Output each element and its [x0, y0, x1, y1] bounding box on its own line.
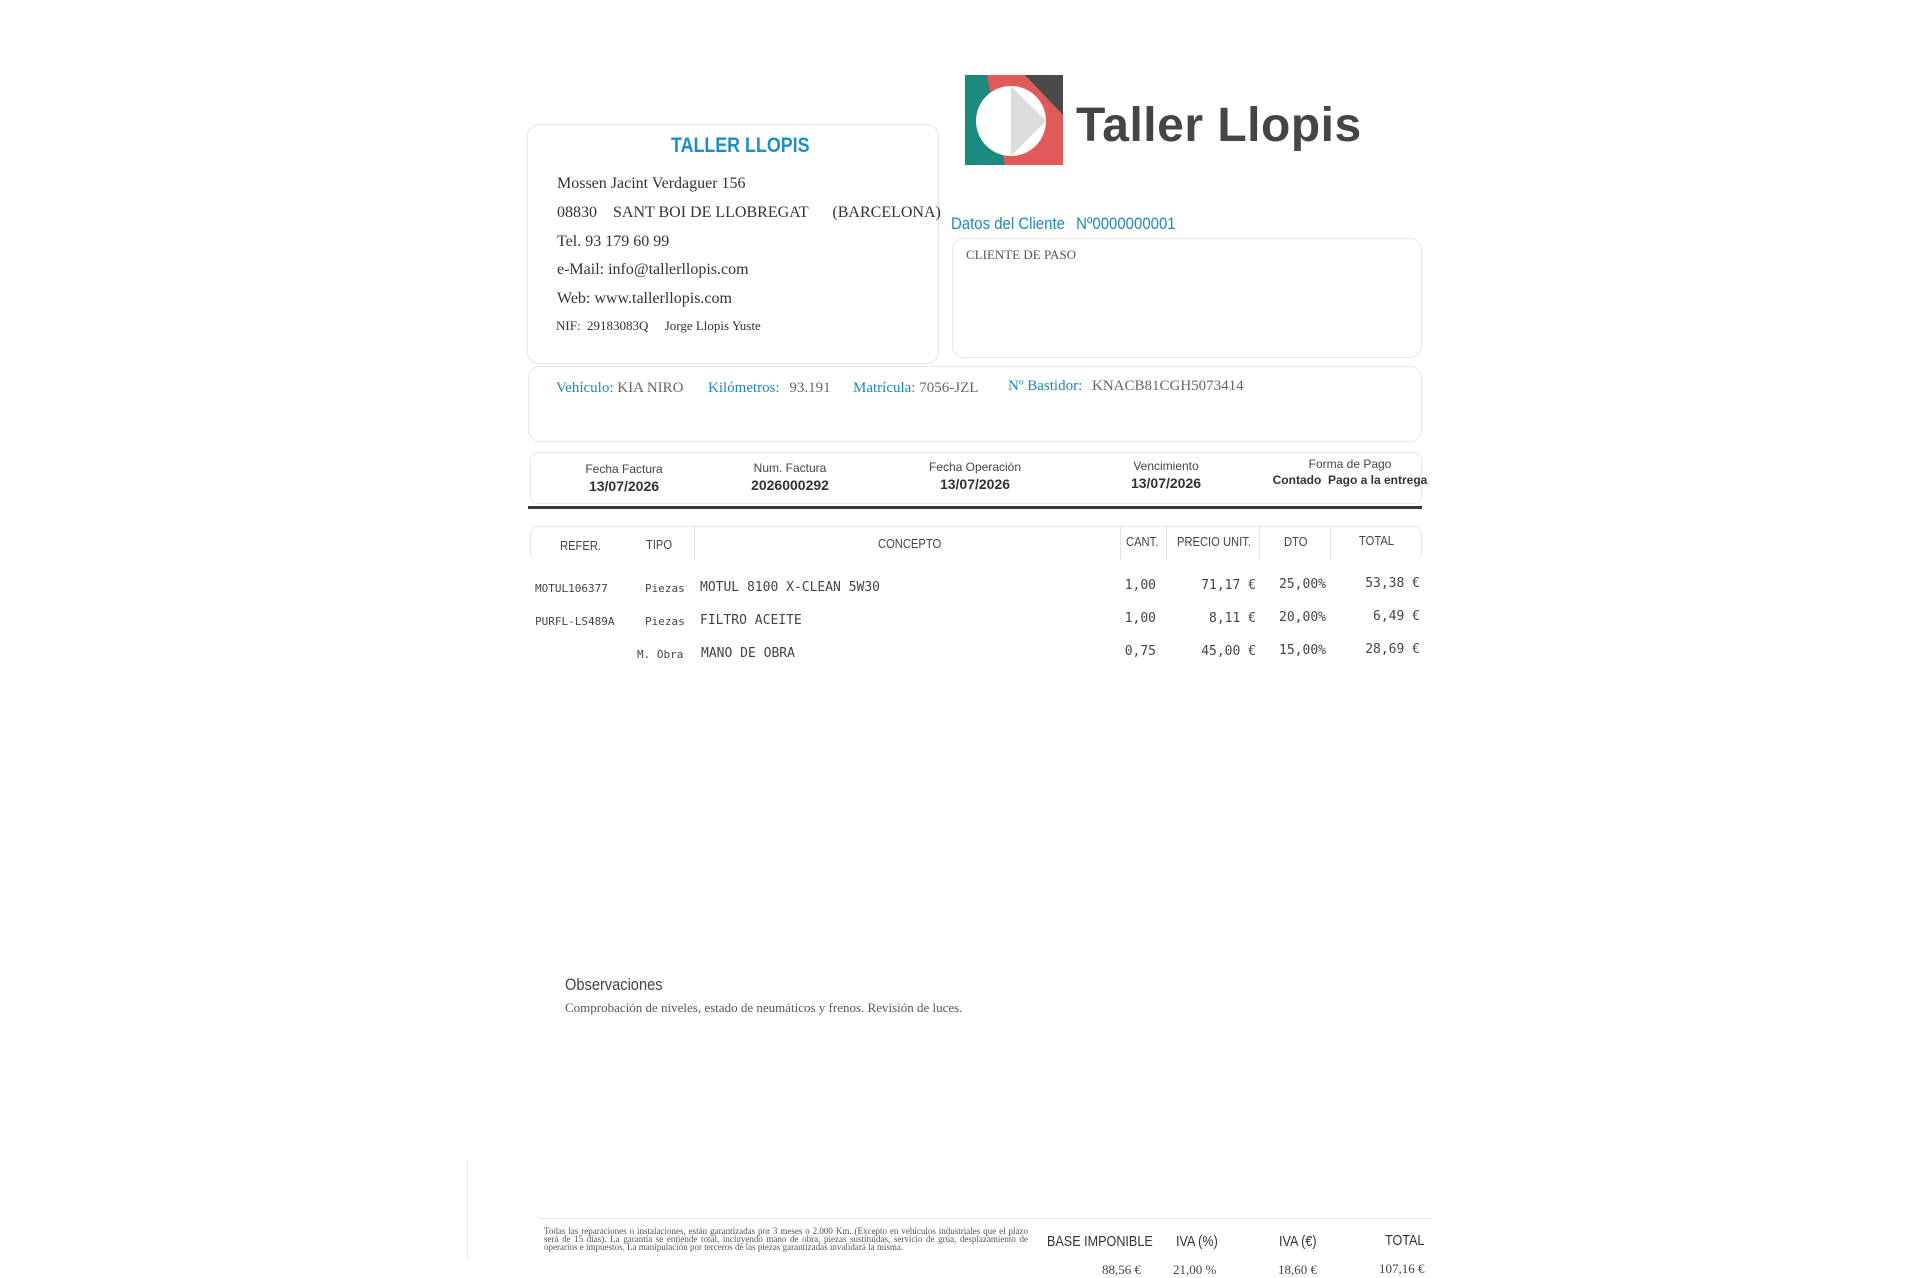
column-divider	[1120, 526, 1121, 560]
invoice-date-field	[566, 462, 682, 494]
cell-dto: 25,00%	[1279, 577, 1326, 592]
operation-date-label: Fecha Operación	[928, 460, 1022, 474]
footer-divider	[540, 1218, 1432, 1219]
header-divider	[528, 506, 1422, 509]
total-label: TOTAL	[1385, 1232, 1425, 1249]
km-label: Kilómetros:	[708, 380, 780, 396]
vin-field	[1008, 378, 1244, 395]
cell-total: 6,49 €	[1373, 609, 1420, 624]
iva-eur-value: 18,60 €	[1278, 1262, 1317, 1277]
cell-dto: 15,00%	[1279, 643, 1326, 658]
cell-precio: 45,00 €	[1201, 644, 1256, 659]
total-value: 107,16 €	[1379, 1261, 1425, 1276]
col-header-concepto: CONCEPTO	[878, 536, 942, 551]
iva-eur-label: IVA (€)	[1279, 1233, 1317, 1250]
operation-date-value: 13/07/2026	[939, 476, 1011, 492]
cell-dto: 20,00%	[1279, 610, 1326, 625]
cell-precio: 71,17 €	[1201, 578, 1256, 593]
cell-tipo: Piezas	[645, 615, 685, 628]
cell-precio: 8,11 €	[1209, 611, 1256, 626]
payment-method-value: Contado Pago a la entrega	[1272, 473, 1428, 487]
col-header-total: TOTAL	[1359, 533, 1395, 548]
cell-total: 28,69 €	[1365, 642, 1420, 657]
base-value: 88,56 €	[1102, 1262, 1141, 1277]
cell-concepto: MOTUL 8100 X-CLEAN 5W30	[700, 580, 881, 595]
base-label: BASE IMPONIBLE	[1047, 1233, 1153, 1250]
client-number: Nº0000000001	[1076, 214, 1176, 233]
vehicle-value: KIA NIRO	[617, 380, 684, 396]
vehicle-box	[528, 366, 1422, 442]
observations-text: Comprobación de niveles, estado de neumáticos y frenos. Revisión de luces.	[565, 1000, 963, 1015]
km-value: 93.191	[789, 380, 831, 396]
col-header-cant: CANT.	[1126, 534, 1159, 549]
company-tel: Tel. 93 179 60 99	[557, 233, 670, 250]
cell-cant: 1,00	[1124, 578, 1156, 593]
cell-concepto: FILTRO ACEITE	[700, 613, 802, 628]
col-header-tipo: TIPO	[646, 537, 673, 552]
client-name: CLIENTE DE PASO	[966, 247, 1077, 262]
iva-pct-value: 21,00 %	[1173, 1262, 1217, 1277]
plate-field	[853, 380, 978, 397]
col-header-dto: DTO	[1284, 534, 1308, 549]
vin-value: KNACB81CGH5073414	[1091, 378, 1244, 394]
column-divider	[1166, 526, 1167, 560]
logo-wordmark: Taller Llopis	[1076, 99, 1362, 152]
cell-refer: PURFL-LS489A	[535, 615, 615, 628]
page-left-edge	[467, 1160, 468, 1260]
invoice-number-field	[730, 461, 850, 493]
cell-tipo: M. Obra	[637, 648, 684, 661]
cell-tipo: Piezas	[645, 582, 685, 595]
operation-date-field	[910, 460, 1040, 492]
warranty-text: Todas las reparaciones o instalaciones, están garantizadas por 3 meses o 2.000 Km. (Excepto en vehículos industriales que el plazo será de 15 días). La garantía se entiende total, incluyendo mano de obra, piezas sustituidas, servicio de grúa, desplazamiento de operarios e impuestos. La manipulación por terceros de las piezas garantizadas invalidará la misma.	[544, 1226, 1028, 1252]
plate-label: Matrícula:	[853, 380, 916, 396]
company-city: 08830 SANT BOI DE LLOBREGAT (BARCELONA)	[557, 204, 941, 221]
vin-label: Nº Bastidor:	[1008, 378, 1083, 394]
due-date-label: Vencimiento	[1133, 459, 1199, 473]
iva-pct-label: IVA (%)	[1176, 1233, 1218, 1250]
client-heading-label: Datos del Cliente	[951, 214, 1065, 233]
column-divider	[694, 526, 695, 560]
company-web: Web: www.tallerllopis.com	[557, 290, 732, 307]
payment-method-label: Forma de Pago	[1308, 457, 1392, 471]
payment-method-field	[1262, 457, 1438, 487]
vehicle-row	[556, 380, 684, 397]
company-title: TALLER LLOPIS	[671, 134, 810, 157]
client-heading	[951, 214, 1176, 234]
company-address: Mossen Jacint Verdaguer 156	[557, 175, 746, 192]
invoice-number-label: Num. Factura	[753, 461, 827, 475]
observations-title: Observaciones	[565, 975, 663, 994]
column-divider	[1259, 526, 1260, 560]
company-nif: NIF: 29183083Q Jorge Llopis Yuste	[556, 318, 761, 333]
cell-refer: MOTUL106377	[535, 582, 608, 595]
cell-total: 53,38 €	[1365, 576, 1420, 591]
invoice-number-value: 2026000292	[751, 477, 829, 493]
column-divider	[1330, 526, 1331, 560]
col-header-refer: REFER.	[560, 538, 601, 553]
due-date-value: 13/07/2026	[1130, 475, 1202, 491]
company-logo-icon	[965, 75, 1063, 165]
due-date-field	[1106, 459, 1226, 491]
cell-cant: 1,00	[1124, 611, 1156, 626]
cell-cant: 0,75	[1124, 644, 1156, 659]
km-field	[708, 380, 831, 397]
cell-concepto: MANO DE OBRA	[701, 646, 795, 661]
plate-value: 7056-JZL	[919, 380, 979, 396]
invoice-date-value: 13/07/2026	[588, 478, 660, 494]
col-header-precio: PRECIO UNIT.	[1177, 534, 1251, 549]
vehicle-label: Vehículo:	[556, 380, 614, 396]
invoice-date-label: Fecha Factura	[585, 462, 663, 476]
company-email: e-Mail: info@tallerllopis.com	[557, 261, 749, 278]
